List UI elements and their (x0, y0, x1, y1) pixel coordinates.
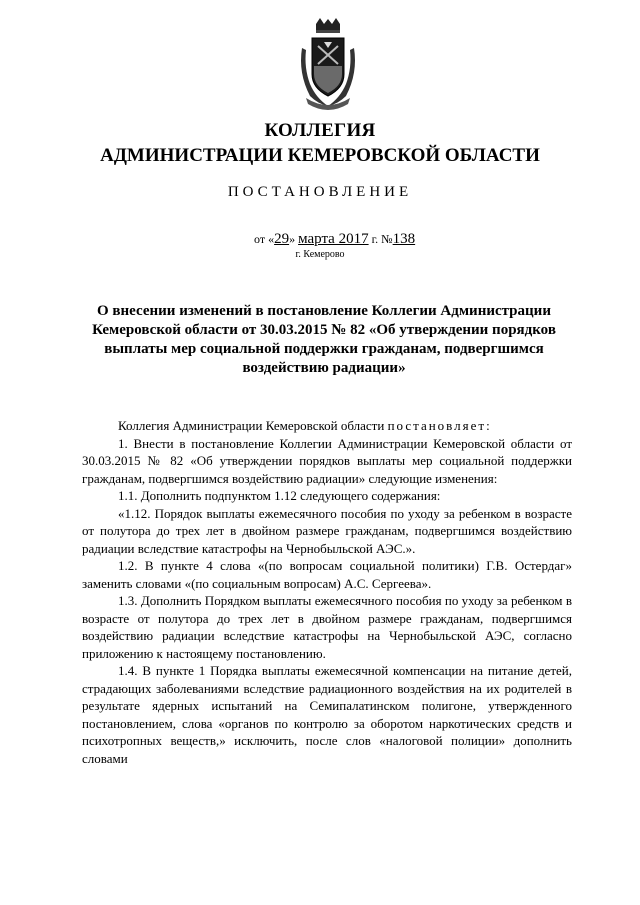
intro-spaced-word: постановляет: (387, 418, 492, 433)
paragraph-1-1: 1.1. Дополнить подпунктом 1.12 следующего содержания: (118, 488, 441, 503)
city-label: г. Кемерово (295, 249, 345, 260)
document-body (82, 417, 572, 767)
date-year-suffix: г. (371, 232, 379, 246)
paragraph-1: 1. Внести в постановление Коллегии Администрации Кемеровской области от 30.03.2015 № 82 «Об утверждении порядков выплаты мер социальной поддержки гражданам, подвергшимся воздействию радиации» следующие изменения: (82, 435, 572, 486)
date-prefix: от « (254, 232, 275, 246)
document-number: 138 (392, 231, 416, 247)
date-month-year: марта 2017 (298, 231, 369, 247)
date-day: 29 (274, 231, 290, 247)
paragraph-1-1-quote: «1.12. Порядок выплаты ежемесячного пособия по уходу за ребенком в возрасте от полутора до трех лет в двойном размере гражданам, подвергшимся воздействию радиации вследствие катастрофы на Чернобыльской АЭС.». (82, 505, 572, 556)
intro-text: Коллегия Администрации Кемеровской области (118, 418, 385, 433)
document-type: ПОСТАНОВЛЕНИЕ (227, 184, 413, 200)
paragraph-1-4: 1.4. В пункте 1 Порядка выплаты ежемесячной компенсации на питание детей, страдающих заболеваниями вследствие радиационного воздействия на их родителей в результате ядерных испытаний на Семипалатинском полигоне, утвержденного постановлением, слова «органов по контролю за оборотом наркотических средств и психотропных веществ,» исключить, после слов «налоговой полиции» дополнить словами (82, 663, 572, 766)
document-title: О внесении изменений в постановление Коллегии Администрации Кемеровской области от 30.03.2015 № 82 «Об утверждении порядков выплаты мер социальной поддержки гражданам, подвергшимся воздействию радиации» (92, 303, 556, 376)
number-prefix: № (381, 232, 393, 246)
paragraph-1-3: 1.3. Дополнить Порядком выплаты ежемесячного пособия по уходу за ребенком в возрасте от полутора до трех лет в двойном размере гражданам, подвергшимся воздействию радиации вследствие катастрофы на Чернобыльской АЭС, согласно приложению к настоящему постановлению. (82, 593, 572, 661)
date-mid: » (289, 232, 296, 246)
paragraph-1-2: 1.2. В пункте 4 слова «(по вопросам социальной политики) Г.В. Остердаг» заменить словами «(по социальным вопросам) А.С. Сергеева». (82, 558, 572, 591)
organization-name-line2: АДМИНИСТРАЦИИ КЕМЕРОВСКОЙ ОБЛАСТИ (100, 145, 540, 166)
intro-paragraph (82, 417, 572, 435)
organization-name-line1: КОЛЛЕГИЯ (264, 120, 376, 141)
date-number-line (254, 231, 415, 248)
coat-of-arms-emblem (296, 18, 360, 112)
